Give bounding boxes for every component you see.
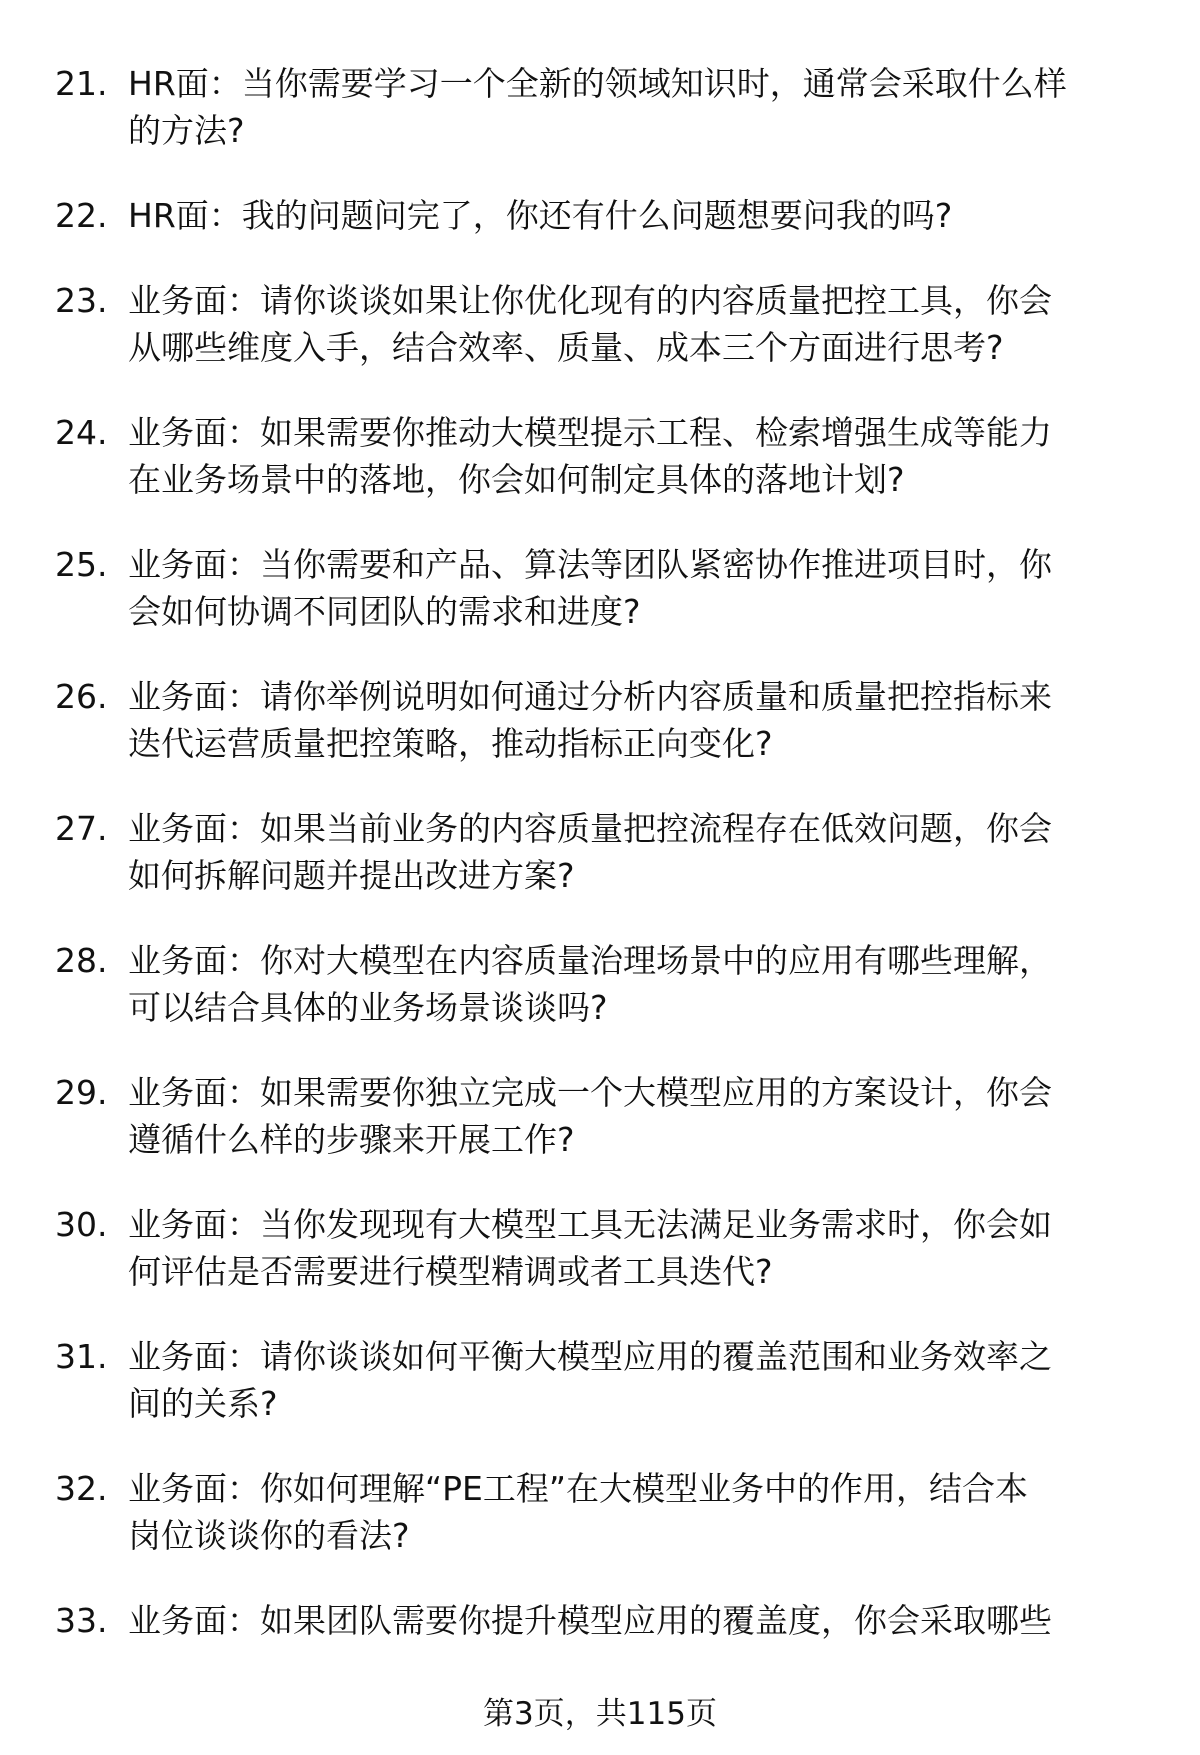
question-text xyxy=(128,1597,1200,1644)
question-line: 业务面：当你需要和产品、算法等团队紧密协作推进项目时，你 xyxy=(128,545,1052,584)
question-number: 22. xyxy=(55,196,108,235)
question-item xyxy=(0,937,1200,1031)
question-line: 业务面：如果当前业务的内容质量把控流程存在低效问题，你会 xyxy=(128,809,1052,848)
question-number: 24. xyxy=(55,413,108,452)
question-number: 31. xyxy=(55,1337,108,1376)
question-number: 27. xyxy=(55,809,108,848)
question-item xyxy=(0,1333,1200,1427)
question-line: 如何拆解问题并提出改进方案? xyxy=(128,856,575,895)
question-item xyxy=(0,409,1200,503)
question-text xyxy=(128,805,1200,899)
question-line: HR面：我的问题问完了，你还有什么问题想要问我的吗? xyxy=(128,196,953,235)
question-line: 的方法? xyxy=(128,111,245,150)
question-line: 间的关系? xyxy=(128,1384,278,1423)
question-item xyxy=(0,1201,1200,1295)
question-text xyxy=(128,60,1200,154)
question-line: 业务面：请你举例说明如何通过分析内容质量和质量把控指标来 xyxy=(128,677,1052,716)
question-line: 业务面：如果需要你独立完成一个大模型应用的方案设计，你会 xyxy=(128,1073,1052,1112)
question-number: 21. xyxy=(55,64,108,103)
question-line: 在业务场景中的落地，你会如何制定具体的落地计划? xyxy=(128,460,905,499)
question-item xyxy=(0,1597,1200,1644)
page-number: 第3页，共115页 xyxy=(483,1696,717,1732)
question-text xyxy=(128,409,1200,503)
question-number: 23. xyxy=(55,281,108,320)
question-line: 业务面：当你发现现有大模型工具无法满足业务需求时，你会如 xyxy=(128,1205,1052,1244)
question-number: 26. xyxy=(55,677,108,716)
question-text xyxy=(128,277,1200,371)
question-text xyxy=(128,541,1200,635)
question-item xyxy=(0,805,1200,899)
question-text xyxy=(128,1333,1200,1427)
question-item xyxy=(0,192,1200,239)
question-line: 会如何协调不同团队的需求和进度? xyxy=(128,592,641,631)
question-line: 业务面：请你谈谈如何平衡大模型应用的覆盖范围和业务效率之 xyxy=(128,1337,1052,1376)
question-line: 业务面：你对大模型在内容质量治理场景中的应用有哪些理解， xyxy=(128,941,1052,980)
question-text xyxy=(128,937,1200,1031)
question-line: 遵循什么样的步骤来开展工作? xyxy=(128,1120,575,1159)
question-number: 32. xyxy=(55,1469,108,1508)
question-item xyxy=(0,1069,1200,1163)
question-line: 迭代运营质量把控策略，推动指标正向变化? xyxy=(128,724,773,763)
question-line: HR面：当你需要学习一个全新的领域知识时，通常会采取什么样 xyxy=(128,64,1067,103)
question-number: 29. xyxy=(55,1073,108,1112)
question-line: 业务面：如果团队需要你提升模型应用的覆盖度，你会采取哪些 xyxy=(128,1601,1052,1640)
question-list xyxy=(0,60,1200,1682)
question-text xyxy=(128,1201,1200,1295)
question-item xyxy=(0,1465,1200,1559)
question-number: 30. xyxy=(55,1205,108,1244)
question-line: 业务面：你如何理解“PE工程”在大模型业务中的作用，结合本 xyxy=(128,1469,1028,1508)
question-text xyxy=(128,1465,1200,1559)
question-line: 从哪些维度入手，结合效率、质量、成本三个方面进行思考? xyxy=(128,328,1004,367)
question-line: 业务面：如果需要你推动大模型提示工程、检索增强生成等能力 xyxy=(128,413,1052,452)
question-number: 33. xyxy=(55,1601,108,1640)
question-line: 业务面：请你谈谈如果让你优化现有的内容质量把控工具，你会 xyxy=(128,281,1052,320)
question-item xyxy=(0,541,1200,635)
question-item xyxy=(0,60,1200,154)
question-line: 可以结合具体的业务场景谈谈吗? xyxy=(128,988,608,1027)
question-item xyxy=(0,673,1200,767)
question-line: 何评估是否需要进行模型精调或者工具迭代? xyxy=(128,1252,773,1291)
question-item xyxy=(0,277,1200,371)
question-line: 岗位谈谈你的看法? xyxy=(128,1516,410,1555)
question-text xyxy=(128,673,1200,767)
question-number: 28. xyxy=(55,941,108,980)
question-number: 25. xyxy=(55,545,108,584)
question-text xyxy=(128,1069,1200,1163)
question-text xyxy=(128,192,1200,239)
